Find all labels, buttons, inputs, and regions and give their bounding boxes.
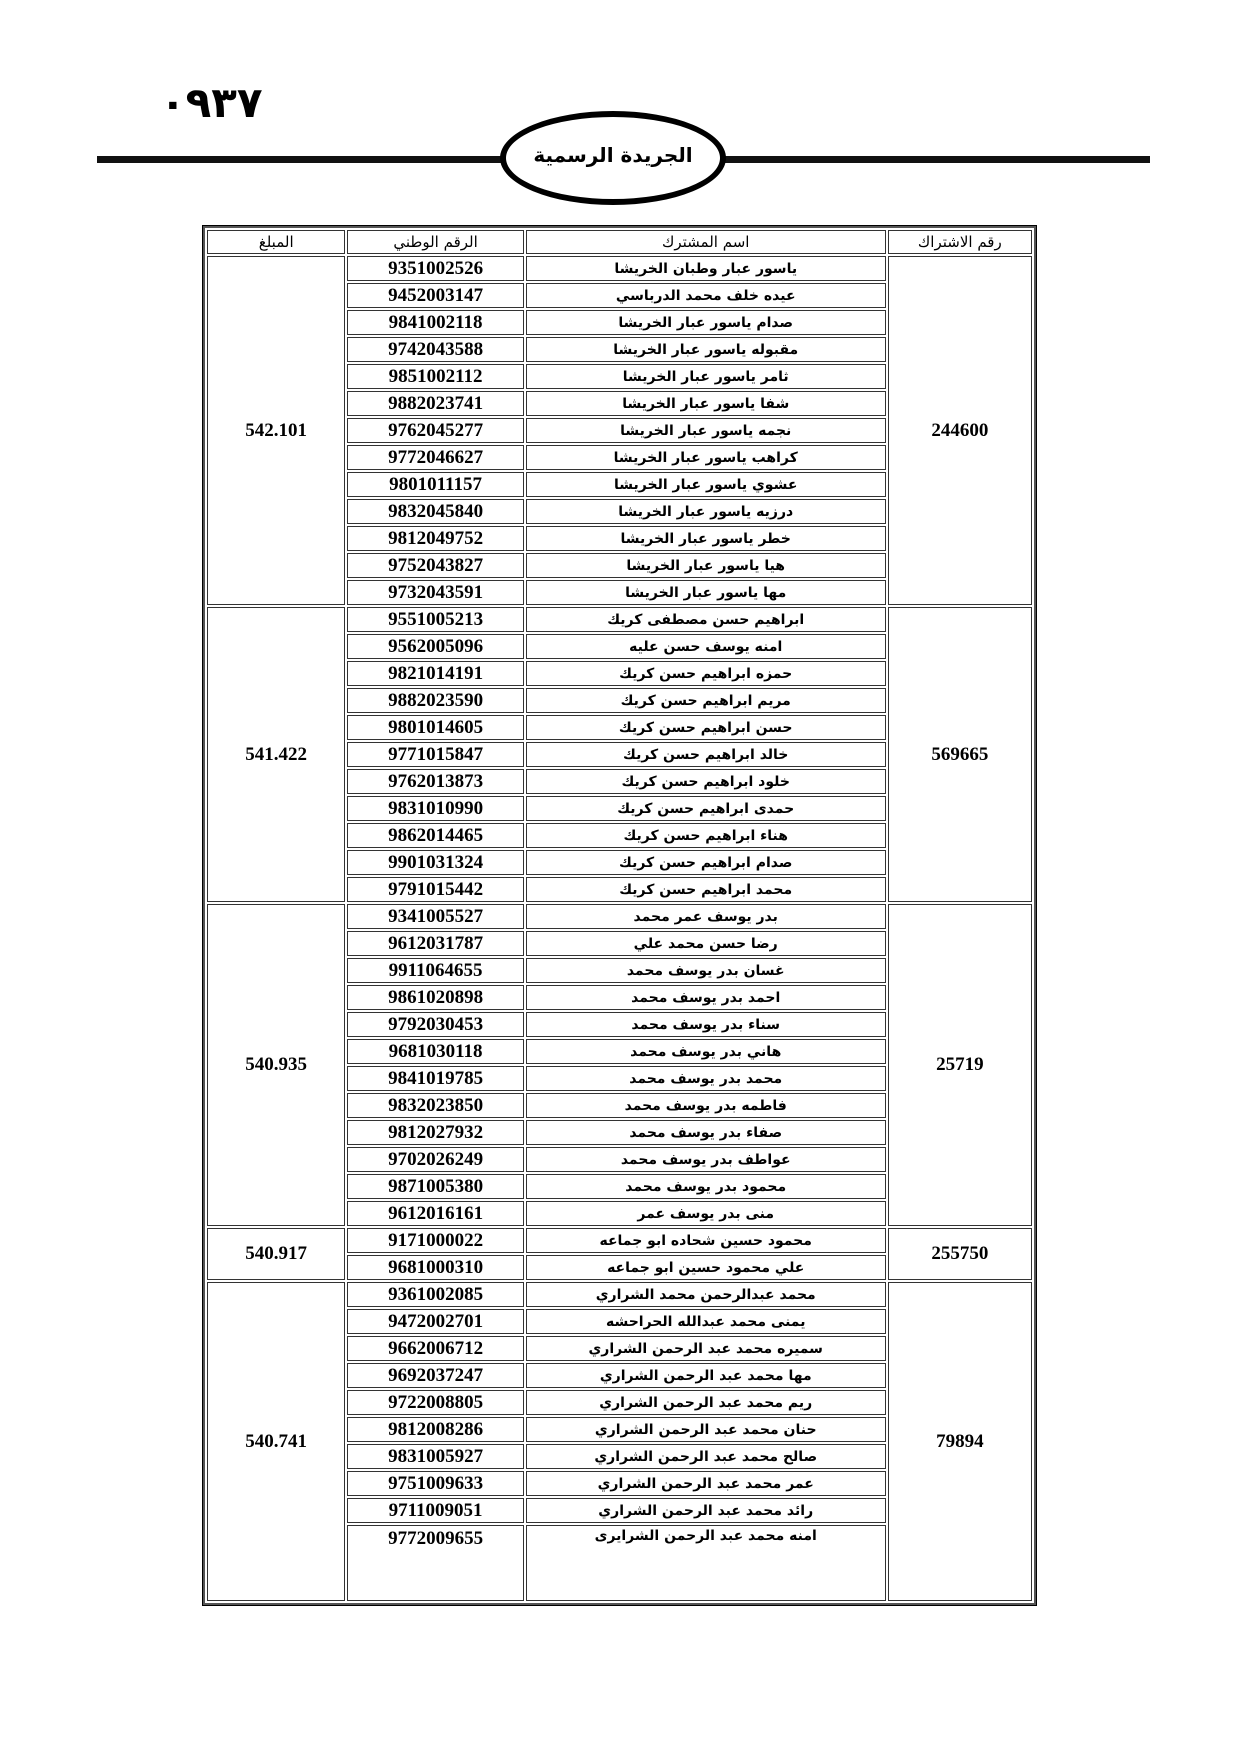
subscriber-name-cell: امنه يوسف حسن عليه [526,634,886,659]
subscriber-name-cell: عشوي ياسور عبار الخريشا [526,472,886,497]
national-id-cell: 9681000310 [347,1255,523,1280]
subscriber-name-cell: حسن ابراهيم حسن كريك [526,715,886,740]
subscriber-name-cell: احمد بدر يوسف محمد [526,985,886,1010]
amount-cell: 540.741 [207,1282,345,1601]
subscriber-name-cell: صفاء بدر يوسف محمد [526,1120,886,1145]
national-id-cell: 9762045277 [347,418,523,443]
subscriber-name-cell: محمود بدر يوسف محمد [526,1174,886,1199]
national-id-cell: 9341005527 [347,904,523,929]
subscriber-name-cell: ثامر ياسور عبار الخريشا [526,364,886,389]
subscriber-name-cell: صدام ياسور عبار الخريشا [526,310,886,335]
national-id-cell: 9882023590 [347,688,523,713]
subscriber-name-cell: امنه محمد عبد الرحمن الشرايرى [526,1525,886,1601]
subscriber-name-cell: محمد عبدالرحمن محمد الشراري [526,1282,886,1307]
subscriber-name-cell: مقبوله ياسور عبار الخريشا [526,337,886,362]
subscriber-name-cell: هاني بدر يوسف محمد [526,1039,886,1064]
subscriber-name-cell: كراهب ياسور عبار الخريشا [526,445,886,470]
subscriber-name-cell: يمنى محمد عبدالله الحراحشه [526,1309,886,1334]
national-id-cell: 9812027932 [347,1120,523,1145]
table-row [207,256,1032,281]
national-id-cell: 9871005380 [347,1174,523,1199]
national-id-cell: 9861020898 [347,985,523,1010]
national-id-cell: 9692037247 [347,1363,523,1388]
subscriber-name-cell: ياسور عبار وطبان الخريشا [526,256,886,281]
amount-cell: 542.101 [207,256,345,605]
subscriber-name-cell: فاطمه بدر يوسف محمد [526,1093,886,1118]
national-id-cell: 9681030118 [347,1039,523,1064]
subscriber-name-cell: عمر محمد عبد الرحمن الشراري [526,1471,886,1496]
table-row [207,1228,1032,1253]
column-header-national-id: الرقم الوطني [347,230,523,254]
subscription-no-cell: 25719 [888,904,1032,1226]
national-id-cell: 9841002118 [347,310,523,335]
subscriber-name-cell: علي محمود حسين ابو جماعه [526,1255,886,1280]
subscription-no-cell: 244600 [888,256,1032,605]
national-id-cell: 9662006712 [347,1336,523,1361]
national-id-cell: 9801014605 [347,715,523,740]
national-id-cell: 9882023741 [347,391,523,416]
subscriber-name-cell: صدام ابراهيم حسن كريك [526,850,886,875]
subscriber-name-cell: بدر يوسف عمر محمد [526,904,886,929]
national-id-cell: 9841019785 [347,1066,523,1091]
subscriber-name-cell: صالح محمد عبد الرحمن الشراري [526,1444,886,1469]
national-id-cell: 9762013873 [347,769,523,794]
national-id-cell: 9361002085 [347,1282,523,1307]
amount-cell: 540.917 [207,1228,345,1280]
subscriber-name-cell: رضا حسن محمد علي [526,931,886,956]
subscriber-name-cell: عواطف بدر يوسف محمد [526,1147,886,1172]
subscriber-name-cell: درزيه ياسور عبار الخريشا [526,499,886,524]
national-id-cell: 9732043591 [347,580,523,605]
subscribers-table [203,226,1036,1605]
subscriber-name-cell: مها محمد عبد الرحمن الشراري [526,1363,886,1388]
subscriber-name-cell: رائد محمد عبد الرحمن الشراري [526,1498,886,1523]
subscriber-name-cell: سناء بدر يوسف محمد [526,1012,886,1037]
national-id-cell: 9791015442 [347,877,523,902]
national-id-cell: 9722008805 [347,1390,523,1415]
national-id-cell: 9171000022 [347,1228,523,1253]
national-id-cell: 9901031324 [347,850,523,875]
national-id-cell: 9821014191 [347,661,523,686]
national-id-cell: 9831005927 [347,1444,523,1469]
national-id-cell: 9742043588 [347,337,523,362]
subscriber-name-cell: نجمه ياسور عبار الخريشا [526,418,886,443]
national-id-cell: 9612016161 [347,1201,523,1226]
national-id-cell: 9452003147 [347,283,523,308]
subscriber-name-cell: حمدى ابراهيم حسن كريك [526,796,886,821]
page-number: ٧٣٩٠ [160,78,263,127]
subscriber-name-cell: محمد ابراهيم حسن كريك [526,877,886,902]
subscriber-name-cell: خالد ابراهيم حسن كريك [526,742,886,767]
national-id-cell: 9832023850 [347,1093,523,1118]
column-header-amount: المبلغ [207,230,345,254]
publication-title: الجريدة الرسمية [533,143,693,167]
national-id-cell: 9551005213 [347,607,523,632]
column-header-subscription-no: رقم الاشتراك [888,230,1032,254]
national-id-cell: 9801011157 [347,472,523,497]
subscriber-name-cell: مها ياسور عبار الخريشا [526,580,886,605]
subscription-no-cell: 255750 [888,1228,1032,1280]
publication-title-ellipse [500,111,726,205]
national-id-cell: 9751009633 [347,1471,523,1496]
subscriber-name-cell: سميره محمد عبد الرحمن الشراري [526,1336,886,1361]
subscription-no-cell: 79894 [888,1282,1032,1601]
national-id-cell: 9771015847 [347,742,523,767]
national-id-cell: 9812008286 [347,1417,523,1442]
national-id-cell: 9911064655 [347,958,523,983]
subscriber-name-cell: هناء ابراهيم حسن كريك [526,823,886,848]
national-id-cell: 9472002701 [347,1309,523,1334]
national-id-cell: 9832045840 [347,499,523,524]
subscriber-name-cell: مريم ابراهيم حسن كريك [526,688,886,713]
national-id-cell: 9792030453 [347,1012,523,1037]
table-body [207,256,1032,1601]
national-id-cell: 9831010990 [347,796,523,821]
subscription-no-cell: 569665 [888,607,1032,902]
national-id-cell: 9772009655 [347,1525,523,1601]
subscriber-name-cell: خلود ابراهيم حسن كريك [526,769,886,794]
subscriber-name-cell: ريم محمد عبد الرحمن الشراري [526,1390,886,1415]
amount-cell: 540.935 [207,904,345,1226]
national-id-cell: 9862014465 [347,823,523,848]
national-id-cell: 9812049752 [347,526,523,551]
subscriber-name-cell: هيا ياسور عبار الخريشا [526,553,886,578]
subscriber-name-cell: غسان بدر يوسف محمد [526,958,886,983]
subscriber-name-cell: حمزه ابراهيم حسن كريك [526,661,886,686]
national-id-cell: 9752043827 [347,553,523,578]
national-id-cell: 9562005096 [347,634,523,659]
subscriber-name-cell: محمود حسين شحاده ابو جماعه [526,1228,886,1253]
subscriber-name-cell: عيده خلف محمد الدرباسي [526,283,886,308]
subscriber-name-cell: خطر ياسور عبار الخريشا [526,526,886,551]
national-id-cell: 9351002526 [347,256,523,281]
table-row [207,607,1032,632]
table-row [207,1282,1032,1307]
national-id-cell: 9612031787 [347,931,523,956]
national-id-cell: 9702026249 [347,1147,523,1172]
subscriber-name-cell: محمد بدر يوسف محمد [526,1066,886,1091]
subscriber-name-cell: ابراهيم حسن مصطفى كريك [526,607,886,632]
subscriber-name-cell: منى بدر يوسف عمر [526,1201,886,1226]
national-id-cell: 9772046627 [347,445,523,470]
table-header-row [207,230,1032,254]
subscriber-name-cell: حنان محمد عبد الرحمن الشراري [526,1417,886,1442]
amount-cell: 541.422 [207,607,345,902]
table-row [207,904,1032,929]
column-header-subscriber-name: اسم المشترك [526,230,886,254]
subscriber-name-cell: شفا ياسور عبار الخريشا [526,391,886,416]
national-id-cell: 9851002112 [347,364,523,389]
national-id-cell: 9711009051 [347,1498,523,1523]
